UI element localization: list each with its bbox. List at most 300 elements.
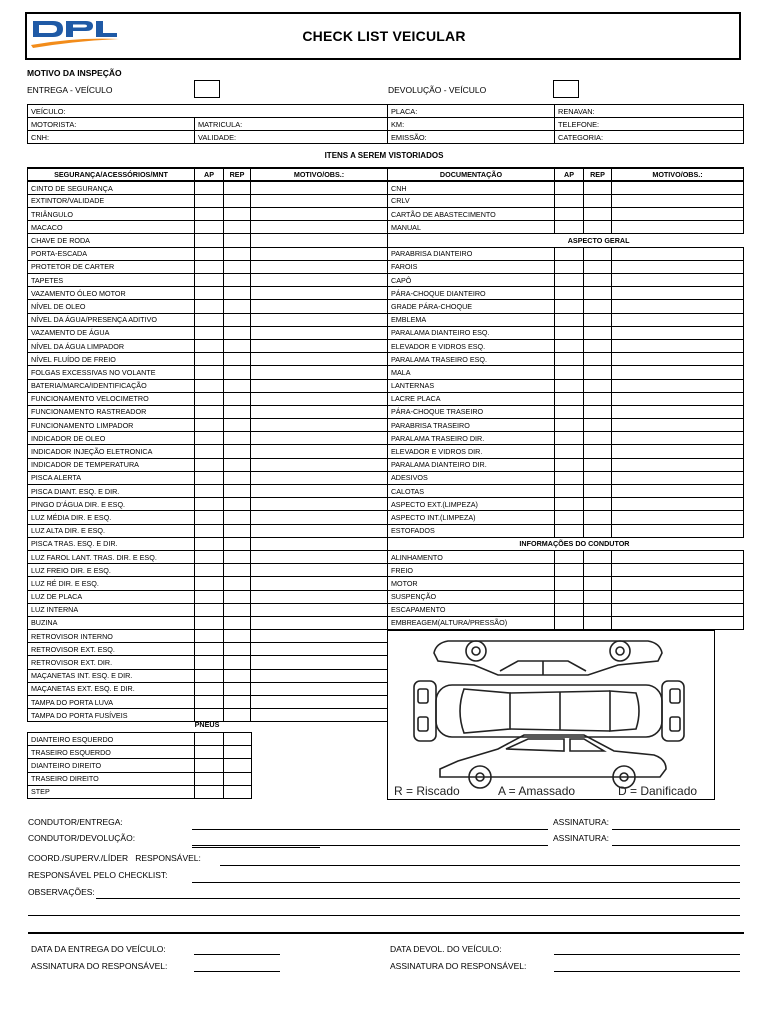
ap-cell[interactable] [555,590,584,603]
ap-cell[interactable] [195,759,224,772]
rep-cell[interactable] [584,300,612,313]
table-row [28,511,388,524]
ap-cell[interactable] [195,524,224,537]
obs-cell[interactable] [251,208,388,221]
ap-cell[interactable] [555,405,584,418]
validade-field[interactable]: VALIDADE: [195,131,388,144]
rep-cell[interactable] [584,419,612,432]
rep-cell[interactable] [224,682,251,695]
obs-cell[interactable] [612,458,744,471]
obs-cell[interactable] [612,498,744,511]
ap-cell[interactable] [555,485,584,498]
rep-cell[interactable] [224,326,251,339]
rep-cell[interactable] [224,247,251,260]
rep-cell[interactable] [224,208,251,221]
obs-cell[interactable] [612,616,744,629]
data-devol-label: DATA DEVOL. DO VEÍCULO: [390,944,502,954]
table-row [28,260,388,273]
rep-cell[interactable] [584,181,612,194]
obs-cell[interactable] [612,603,744,616]
rep-cell[interactable] [584,287,612,300]
obs-cell[interactable] [251,511,388,524]
aspecto-geral-title: ASPECTO GERAL [388,234,744,247]
motorista-field[interactable]: MOTORISTA: [28,118,195,131]
rep-cell[interactable] [584,590,612,603]
renavan-field[interactable]: RENAVAN: [555,105,744,118]
ap-cell[interactable] [555,300,584,313]
item-label: PORTA-ESCADA [28,247,195,260]
obs-cell[interactable] [612,260,744,273]
obs-cell[interactable] [251,458,388,471]
rep-cell[interactable] [224,234,251,247]
ap-cell[interactable] [555,208,584,221]
obs-cell[interactable] [612,485,744,498]
devolucao-checkbox[interactable] [553,80,579,98]
ap-cell[interactable] [195,669,224,682]
obs-cell[interactable] [612,590,744,603]
obs-cell[interactable] [251,405,388,418]
obs-cell[interactable] [251,656,388,669]
ap-cell[interactable] [195,181,224,194]
obs-cell[interactable] [251,616,388,629]
ap-cell[interactable] [195,785,224,798]
ap-cell[interactable] [555,339,584,352]
obs-cell[interactable] [612,564,744,577]
ap-cell[interactable] [195,630,224,643]
placa-field[interactable]: PLACA: [388,105,555,118]
ap-cell[interactable] [555,524,584,537]
obs-cell[interactable] [251,274,388,287]
ap-cell[interactable] [555,181,584,194]
ap-cell[interactable] [555,353,584,366]
ap-cell[interactable] [195,366,224,379]
ap-cell[interactable] [195,432,224,445]
obs-cell[interactable] [251,603,388,616]
item-label: RETROVISOR EXT. ESQ. [28,643,195,656]
assinatura-devolucao-line[interactable] [612,845,740,846]
obs-cell[interactable] [612,300,744,313]
rep-cell[interactable] [584,458,612,471]
rep-cell[interactable] [224,733,252,746]
item-label: EXTINTOR/VALIDADE [28,194,195,207]
ap-cell[interactable] [195,458,224,471]
assinatura-entrega-line[interactable] [612,829,740,830]
ap-cell[interactable] [195,498,224,511]
documentation-table [387,167,744,630]
rep-cell[interactable] [584,379,612,392]
obs-cell[interactable] [612,326,744,339]
rep-cell[interactable] [584,221,612,234]
rep-cell[interactable] [584,603,612,616]
ap-cell[interactable] [195,353,224,366]
rep-cell[interactable] [584,208,612,221]
obs-cell[interactable] [251,181,388,194]
ap-cell[interactable] [195,326,224,339]
car-outline-drawing [388,631,714,799]
ap-cell[interactable] [555,458,584,471]
rep-cell[interactable] [224,405,251,418]
rep-cell[interactable] [584,550,612,563]
condutor-entrega-line[interactable] [192,829,548,830]
assinatura-resp-entrega-line[interactable] [194,971,280,972]
item-label: ADESIVOS [388,471,555,484]
rep-cell[interactable] [584,194,612,207]
ap-cell[interactable] [195,590,224,603]
obs-cell[interactable] [612,432,744,445]
ap-cell[interactable] [195,550,224,563]
rep-cell[interactable] [584,445,612,458]
obs-cell[interactable] [251,682,388,695]
obs-cell[interactable] [612,208,744,221]
obs-cell[interactable] [251,234,388,247]
rep-cell[interactable] [584,471,612,484]
ap-cell[interactable] [195,656,224,669]
obs-cell[interactable] [251,300,388,313]
rep-cell[interactable] [584,260,612,273]
obs-cell[interactable] [612,366,744,379]
rep-cell[interactable] [224,458,251,471]
ap-cell[interactable] [195,392,224,405]
obs-cell[interactable] [612,221,744,234]
table-row [388,550,744,563]
ap-cell[interactable] [195,300,224,313]
rep-cell[interactable] [224,471,251,484]
ap-cell[interactable] [195,485,224,498]
table-row [388,326,744,339]
table-row [388,392,744,405]
observacoes-line-2[interactable] [28,915,740,916]
obs-cell[interactable] [251,550,388,563]
ap-cell[interactable] [195,313,224,326]
ap-cell[interactable] [195,339,224,352]
ap-cell[interactable] [555,432,584,445]
table-row [28,524,388,537]
ap-cell[interactable] [555,392,584,405]
item-label: VAZAMENTO ÓLEO MOTOR [28,287,195,300]
obs-cell[interactable] [612,511,744,524]
matricula-field[interactable]: MATRICULA: [195,118,388,131]
ap-cell[interactable] [195,577,224,590]
obs-cell[interactable] [612,392,744,405]
obs-cell[interactable] [251,590,388,603]
obs-cell[interactable] [612,577,744,590]
rep-cell[interactable] [584,392,612,405]
obs-cell[interactable] [251,366,388,379]
rep-cell[interactable] [224,221,251,234]
rep-cell[interactable] [224,445,251,458]
rep-cell[interactable] [224,564,251,577]
ap-cell[interactable] [555,577,584,590]
table-row [28,669,388,682]
table-row [28,339,388,352]
left-header-row [28,168,388,181]
rep-cell[interactable] [224,537,251,550]
rep-cell[interactable] [224,194,251,207]
ap-cell[interactable] [195,746,224,759]
observacoes-label: OBSERVAÇÕES: [28,887,95,897]
rep-cell[interactable] [224,432,251,445]
ap-cell[interactable] [195,247,224,260]
obs-cell[interactable] [612,194,744,207]
rep-cell[interactable] [224,550,251,563]
ap-cell[interactable] [195,208,224,221]
item-label: TAPETES [28,274,195,287]
entrega-checkbox[interactable] [194,80,220,98]
rep-cell[interactable] [224,511,251,524]
obs-cell[interactable] [251,524,388,537]
obs-cell[interactable] [251,643,388,656]
rep-cell[interactable] [224,300,251,313]
rep-cell[interactable] [224,274,251,287]
ap-cell[interactable] [195,274,224,287]
rep-cell[interactable] [224,669,251,682]
ap-cell[interactable] [555,260,584,273]
cnh-field[interactable]: CNH: [28,131,195,144]
rep-cell[interactable] [224,339,251,352]
ap-cell[interactable] [555,564,584,577]
table-row [28,274,388,287]
table-row [388,405,744,418]
observacoes-line-3[interactable] [28,932,744,934]
tire-label: DIANTEIRO DIREITO [28,759,195,772]
rep-cell[interactable] [224,603,251,616]
obs-cell[interactable] [251,260,388,273]
obs-cell[interactable] [612,405,744,418]
item-label: CRLV [388,194,555,207]
observacoes-line-1[interactable] [96,898,740,899]
responsavel-line[interactable] [192,882,740,883]
ap-cell[interactable] [555,511,584,524]
ap-cell[interactable] [195,643,224,656]
ap-cell[interactable] [555,313,584,326]
rep-cell[interactable] [224,656,251,669]
obs-cell[interactable] [251,471,388,484]
rep-cell[interactable] [584,247,612,260]
ap-cell[interactable] [195,221,224,234]
ap-cell[interactable] [555,419,584,432]
rep-cell[interactable] [584,405,612,418]
ap-cell[interactable] [555,379,584,392]
rep-cell[interactable] [584,511,612,524]
obs-cell[interactable] [251,379,388,392]
car-damage-diagram[interactable] [387,630,715,800]
ap-cell[interactable] [195,234,224,247]
rep-cell[interactable] [224,181,251,194]
rep-cell[interactable] [224,772,252,785]
table-row [28,234,388,247]
obs-cell[interactable] [251,313,388,326]
rep-cell[interactable] [224,577,251,590]
obs-cell[interactable] [251,498,388,511]
ap-cell[interactable] [555,287,584,300]
km-field[interactable]: KM: [388,118,555,131]
item-label: FUNCIONAMENTO VELOCIMETRO [28,392,195,405]
obs-cell[interactable] [612,247,744,260]
rep-cell[interactable] [224,366,251,379]
ap-cell[interactable] [195,194,224,207]
obs-cell[interactable] [251,287,388,300]
ap-cell[interactable] [195,287,224,300]
ap-cell[interactable] [555,221,584,234]
obs-cell[interactable] [612,550,744,563]
table-row [28,432,388,445]
rep-cell[interactable] [224,379,251,392]
rep-cell[interactable] [224,498,251,511]
assinatura-resp-devol-line[interactable] [554,971,740,972]
ap-cell[interactable] [195,733,224,746]
veiculo-field[interactable]: VEÍCULO: [28,105,388,118]
rep-cell[interactable] [224,353,251,366]
rep-cell[interactable] [584,274,612,287]
ap-cell[interactable] [195,511,224,524]
categoria-field[interactable]: CATEGORIA: [555,131,744,144]
obs-cell[interactable] [251,392,388,405]
rep-cell[interactable] [224,392,251,405]
coord-line[interactable] [220,865,740,866]
obs-cell[interactable] [251,696,388,709]
rep-cell[interactable] [584,313,612,326]
rep-cell[interactable] [224,485,251,498]
ap-header: AP [555,168,584,181]
obs-cell[interactable] [251,630,388,643]
ap-cell[interactable] [555,603,584,616]
obs-cell[interactable] [251,221,388,234]
ap-cell[interactable] [555,194,584,207]
ap-cell[interactable] [555,550,584,563]
item-label: EMBREAGEM(ALTURA/PRESSÃO) [388,616,555,629]
ap-cell[interactable] [195,603,224,616]
obs-cell[interactable] [612,353,744,366]
rep-cell[interactable] [224,630,251,643]
obs-cell[interactable] [612,524,744,537]
obs-cell[interactable] [251,432,388,445]
obs-cell[interactable] [251,353,388,366]
table-row [28,181,388,194]
ap-cell[interactable] [555,498,584,511]
rep-cell[interactable] [224,524,251,537]
obs-cell[interactable] [251,564,388,577]
rep-cell[interactable] [224,746,252,759]
table-row [28,287,388,300]
rep-cell[interactable] [224,260,251,273]
item-label: ASPECTO EXT.(LIMPEZA) [388,498,555,511]
obs-cell[interactable] [251,194,388,207]
tire-label: DIANTEIRO ESQUERDO [28,733,195,746]
item-label: LUZ DE PLACA [28,590,195,603]
obs-cell[interactable] [251,247,388,260]
data-entrega-line[interactable] [194,954,280,955]
obs-cell[interactable] [251,577,388,590]
rep-cell[interactable] [224,616,251,629]
ap-cell[interactable] [195,260,224,273]
ap-cell[interactable] [195,696,224,709]
obs-cell[interactable] [251,339,388,352]
rep-cell[interactable] [584,353,612,366]
responsavel-label: RESPONSÁVEL PELO CHECKLIST: [28,870,168,880]
ap-cell[interactable] [195,564,224,577]
table-row [388,274,744,287]
rep-cell[interactable] [584,326,612,339]
rep-cell[interactable] [584,339,612,352]
rep-cell[interactable] [584,366,612,379]
obs-cell[interactable] [612,379,744,392]
rep-cell[interactable] [224,419,251,432]
rep-cell[interactable] [584,485,612,498]
obs-cell[interactable] [612,274,744,287]
table-row [388,366,744,379]
rep-cell[interactable] [584,524,612,537]
condutor-devolucao-line[interactable] [192,845,548,846]
ap-cell[interactable] [555,616,584,629]
rep-cell[interactable] [224,785,252,798]
obs-cell[interactable] [612,419,744,432]
ap-cell[interactable] [195,471,224,484]
ap-cell[interactable] [555,366,584,379]
item-label: BATERIA/MARCA/IDENTIFICAÇÃO [28,379,195,392]
data-entrega-label: DATA DA ENTREGA DO VEÍCULO: [31,944,166,954]
ap-cell[interactable] [555,247,584,260]
rep-cell[interactable] [224,287,251,300]
rep-cell[interactable] [584,577,612,590]
rep-cell[interactable] [224,696,251,709]
obs-cell[interactable] [251,445,388,458]
ap-cell[interactable] [195,419,224,432]
table-row [28,300,388,313]
ap-cell[interactable] [195,616,224,629]
ap-cell[interactable] [555,274,584,287]
ap-cell[interactable] [195,772,224,785]
obs-cell[interactable] [612,445,744,458]
obs-cell[interactable] [251,326,388,339]
telefone-field[interactable]: TELEFONE: [555,118,744,131]
ap-cell[interactable] [195,379,224,392]
ap-cell[interactable] [555,326,584,339]
item-label: PARALAMA TRASEIRO DIR. [388,432,555,445]
assinatura-resp-entrega-label: ASSINATURA DO RESPONSÁVEL: [31,961,168,971]
obs-cell[interactable] [612,471,744,484]
rep-cell[interactable] [584,564,612,577]
rep-cell[interactable] [224,590,251,603]
rep-cell[interactable] [584,616,612,629]
safety-accessories-table [27,167,388,722]
obs-cell[interactable] [251,419,388,432]
condutor-devolucao-underline [192,847,320,848]
obs-cell[interactable] [612,181,744,194]
ap-cell[interactable] [195,405,224,418]
rep-cell[interactable] [584,432,612,445]
ap-cell[interactable] [195,682,224,695]
item-label: MALA [388,366,555,379]
rep-cell[interactable] [224,643,251,656]
ap-cell[interactable] [195,537,224,550]
obs-cell[interactable] [251,669,388,682]
obs-cell[interactable] [612,313,744,326]
emissao-field[interactable]: EMISSÃO: [388,131,555,144]
condutor-info-title-row [388,537,744,550]
rep-cell[interactable] [584,498,612,511]
ap-cell[interactable] [195,445,224,458]
ap-cell[interactable] [555,471,584,484]
obs-cell[interactable] [251,537,388,550]
obs-cell[interactable] [251,485,388,498]
rep-cell[interactable] [224,759,252,772]
ap-cell[interactable] [555,445,584,458]
data-devol-line[interactable] [554,954,740,955]
obs-cell[interactable] [612,287,744,300]
table-row [28,194,388,207]
obs-cell[interactable] [612,339,744,352]
rep-cell[interactable] [224,313,251,326]
